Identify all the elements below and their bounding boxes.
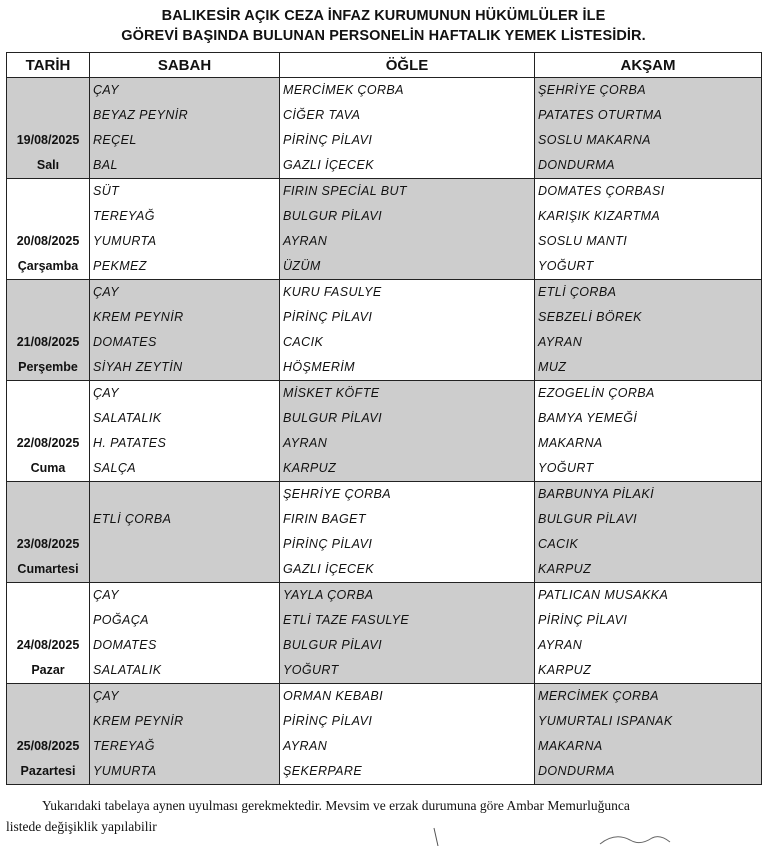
ogle-cell bbox=[280, 78, 535, 179]
note-line-2: listede değişiklik yapılabilir bbox=[6, 819, 157, 834]
aksam-cell bbox=[535, 179, 762, 280]
date-cell bbox=[7, 179, 90, 280]
menu-item: CİĞER TAVA bbox=[283, 108, 361, 122]
menu-item: YUMURTA bbox=[93, 764, 157, 778]
menu-item: AYRAN bbox=[283, 739, 328, 753]
sabah-cell bbox=[90, 684, 280, 785]
menu-item: KURU FASULYE bbox=[283, 285, 382, 299]
menu-item: KARPUZ bbox=[283, 461, 337, 475]
menu-item: PİRİNÇ PİLAVI bbox=[283, 133, 373, 147]
day-row bbox=[7, 381, 762, 482]
aksam-cell bbox=[535, 482, 762, 583]
day-row bbox=[7, 482, 762, 583]
ogle-cell bbox=[280, 583, 535, 684]
menu-item: YAYLA ÇORBA bbox=[283, 588, 374, 602]
aksam-cell bbox=[535, 280, 762, 381]
ogle-cell bbox=[280, 280, 535, 381]
date-cell bbox=[7, 381, 90, 482]
sabah-cell bbox=[90, 381, 280, 482]
weekday-text: Salı bbox=[36, 158, 60, 172]
menu-item: ETLİ TAZE FASULYE bbox=[283, 613, 410, 627]
menu-item: ŞEHRİYE ÇORBA bbox=[538, 83, 647, 97]
menu-item: ÇAY bbox=[93, 588, 119, 602]
ogle-cell bbox=[280, 381, 535, 482]
date-text: 19/08/2025 bbox=[16, 133, 80, 147]
menu-item: ŞEKERPARE bbox=[283, 764, 363, 778]
menu-item: YOĞURT bbox=[538, 461, 594, 475]
menu-item: TEREYAĞ bbox=[93, 739, 155, 753]
menu-item: SALATALIK bbox=[93, 411, 162, 425]
menu-item: KARPUZ bbox=[538, 663, 592, 677]
menu-item: YUMURTALI ISPANAK bbox=[538, 714, 673, 728]
day-row bbox=[7, 179, 762, 280]
menu-item: EZOGELİN ÇORBA bbox=[538, 386, 655, 400]
signature-mark bbox=[430, 826, 690, 846]
title-line-2: GÖREVİ BAŞINDA BULUNAN PERSONELİN HAFTALIK YEMEK LİSTESİDİR. bbox=[121, 28, 646, 44]
weekday-text: Pazar bbox=[31, 663, 65, 677]
menu-item: SOSLU MAKARNA bbox=[538, 133, 651, 147]
menu-item: REÇEL bbox=[93, 133, 137, 147]
menu-item: MAKARNA bbox=[538, 739, 603, 753]
menu-item: KARPUZ bbox=[538, 562, 592, 576]
menu-item: MUZ bbox=[538, 360, 567, 374]
sabah-cell bbox=[90, 78, 280, 179]
aksam-cell bbox=[535, 381, 762, 482]
menu-item: SÜT bbox=[93, 184, 120, 198]
header-row bbox=[7, 53, 762, 78]
menu-item: YUMURTA bbox=[93, 234, 157, 248]
document-title bbox=[0, 6, 767, 46]
menu-item: POĞAÇA bbox=[93, 613, 149, 627]
menu-item: PİRİNÇ PİLAVI bbox=[283, 714, 373, 728]
menu-item: DOMATES bbox=[93, 638, 157, 652]
sabah-cell bbox=[90, 280, 280, 381]
menu-item: DONDURMA bbox=[538, 158, 615, 172]
menu-item: GAZLI İÇECEK bbox=[283, 562, 374, 576]
menu-item: ÜZÜM bbox=[283, 259, 321, 273]
menu-item: CACIK bbox=[538, 537, 579, 551]
menu-item: ETLİ ÇORBA bbox=[93, 512, 172, 526]
date-cell bbox=[7, 583, 90, 684]
weekday-text: Çarşamba bbox=[17, 259, 79, 273]
ogle-cell bbox=[280, 179, 535, 280]
weekday-text: Cumartesi bbox=[17, 562, 79, 576]
menu-item bbox=[90, 532, 279, 557]
menu-item: KARIŞIK KIZARTMA bbox=[538, 209, 661, 223]
ogle-cell bbox=[280, 684, 535, 785]
aksam-cell bbox=[535, 583, 762, 684]
title-line-1: BALIKESİR AÇIK CEZA İNFAZ KURUMUNUN HÜKÜMLÜLER İLE bbox=[161, 8, 606, 24]
menu-item: SOSLU MANTI bbox=[538, 234, 628, 248]
menu-item: AYRAN bbox=[283, 234, 328, 248]
menu-item: ÇAY bbox=[93, 83, 119, 97]
header-aksam: AKŞAM bbox=[535, 53, 762, 78]
menu-item: H. PATATES bbox=[93, 436, 167, 450]
menu-item: DOMATES ÇORBASI bbox=[538, 184, 665, 198]
menu-item: MERCİMEK ÇORBA bbox=[283, 83, 404, 97]
date-text: 25/08/2025 bbox=[16, 739, 80, 753]
weekday-text: Perşembe bbox=[18, 360, 78, 374]
menu-item: CACIK bbox=[283, 335, 324, 349]
menu-item: SALÇA bbox=[93, 461, 136, 475]
menu-item: PİRİNÇ PİLAVI bbox=[283, 310, 373, 324]
menu-item: SALATALIK bbox=[93, 663, 162, 677]
weekday-text: Pazartesi bbox=[20, 764, 76, 778]
menu-item: BAL bbox=[93, 158, 118, 172]
menu-item: BARBUNYA PİLAKİ bbox=[538, 487, 654, 501]
menu-item: AYRAN bbox=[538, 638, 583, 652]
menu-item: MERCİMEK ÇORBA bbox=[538, 689, 659, 703]
sabah-cell bbox=[90, 179, 280, 280]
menu-item: ÇAY bbox=[93, 386, 119, 400]
menu-item: SİYAH ZEYTİN bbox=[93, 360, 183, 374]
menu-item: DOMATES bbox=[93, 335, 157, 349]
date-text: 22/08/2025 bbox=[16, 436, 80, 450]
date-text: 21/08/2025 bbox=[16, 335, 80, 349]
ogle-cell bbox=[280, 482, 535, 583]
menu-item: AYRAN bbox=[538, 335, 583, 349]
menu-item: KREM PEYNİR bbox=[93, 310, 184, 324]
day-row bbox=[7, 684, 762, 785]
menu-item: HÖŞMERİM bbox=[283, 360, 355, 374]
header-tarih: TARİH bbox=[7, 53, 90, 78]
aksam-cell bbox=[535, 684, 762, 785]
menu-item: ETLİ ÇORBA bbox=[538, 285, 617, 299]
date-text: 20/08/2025 bbox=[16, 234, 80, 248]
note-line-1: Yukarıdaki tabelaya aynen uyulması gerekmektedir. Mevsim ve erzak durumuna göre Ambar Memurluğunca bbox=[42, 798, 630, 813]
menu-item: TEREYAĞ bbox=[93, 209, 155, 223]
menu-item: BAMYA YEMEĞİ bbox=[538, 411, 638, 425]
menu-item: YOĞURT bbox=[538, 259, 594, 273]
aksam-cell bbox=[535, 78, 762, 179]
date-text: 23/08/2025 bbox=[16, 537, 80, 551]
menu-item: DONDURMA bbox=[538, 764, 615, 778]
day-row bbox=[7, 280, 762, 381]
menu-item: BULGUR PİLAVI bbox=[538, 512, 637, 526]
menu-item: MAKARNA bbox=[538, 436, 603, 450]
menu-item: PİRİNÇ PİLAVI bbox=[283, 537, 373, 551]
menu-item: PİRİNÇ PİLAVI bbox=[538, 613, 628, 627]
weekly-menu-table bbox=[6, 52, 762, 785]
day-row bbox=[7, 78, 762, 179]
menu-item: ORMAN KEBABI bbox=[283, 689, 383, 703]
sabah-cell bbox=[90, 482, 280, 583]
menu-item: ÇAY bbox=[93, 689, 119, 703]
menu-item: BULGUR PİLAVI bbox=[283, 638, 382, 652]
header-ogle: ÖĞLE bbox=[280, 53, 535, 78]
menu-item: BULGUR PİLAVI bbox=[283, 411, 382, 425]
weekday-text: Cuma bbox=[30, 461, 66, 475]
menu-item: ŞEHRİYE ÇORBA bbox=[283, 487, 392, 501]
sabah-cell bbox=[90, 583, 280, 684]
menu-item: AYRAN bbox=[283, 436, 328, 450]
menu-item: GAZLI İÇECEK bbox=[283, 158, 374, 172]
day-row bbox=[7, 583, 762, 684]
menu-item: BEYAZ PEYNİR bbox=[93, 108, 189, 122]
menu-item: YOĞURT bbox=[283, 663, 339, 677]
menu-item: FIRIN BAGET bbox=[283, 512, 366, 526]
menu-item bbox=[90, 557, 279, 582]
date-cell bbox=[7, 482, 90, 583]
menu-item: ÇAY bbox=[93, 285, 119, 299]
date-cell bbox=[7, 684, 90, 785]
date-text: 24/08/2025 bbox=[16, 638, 80, 652]
menu-item: PEKMEZ bbox=[93, 259, 147, 273]
menu-body bbox=[7, 78, 762, 785]
date-cell bbox=[7, 280, 90, 381]
menu-item: KREM PEYNİR bbox=[93, 714, 184, 728]
menu-item: BULGUR PİLAVI bbox=[283, 209, 382, 223]
menu-item: PATLICAN MUSAKKA bbox=[538, 588, 669, 602]
menu-item bbox=[90, 482, 279, 507]
menu-item: PATATES OTURTMA bbox=[538, 108, 663, 122]
menu-item: FIRIN SPECİAL BUT bbox=[283, 184, 407, 198]
menu-item: SEBZELİ BÖREK bbox=[538, 310, 642, 324]
header-sabah: SABAH bbox=[90, 53, 280, 78]
date-cell bbox=[7, 78, 90, 179]
menu-item: MİSKET KÖFTE bbox=[283, 386, 380, 400]
